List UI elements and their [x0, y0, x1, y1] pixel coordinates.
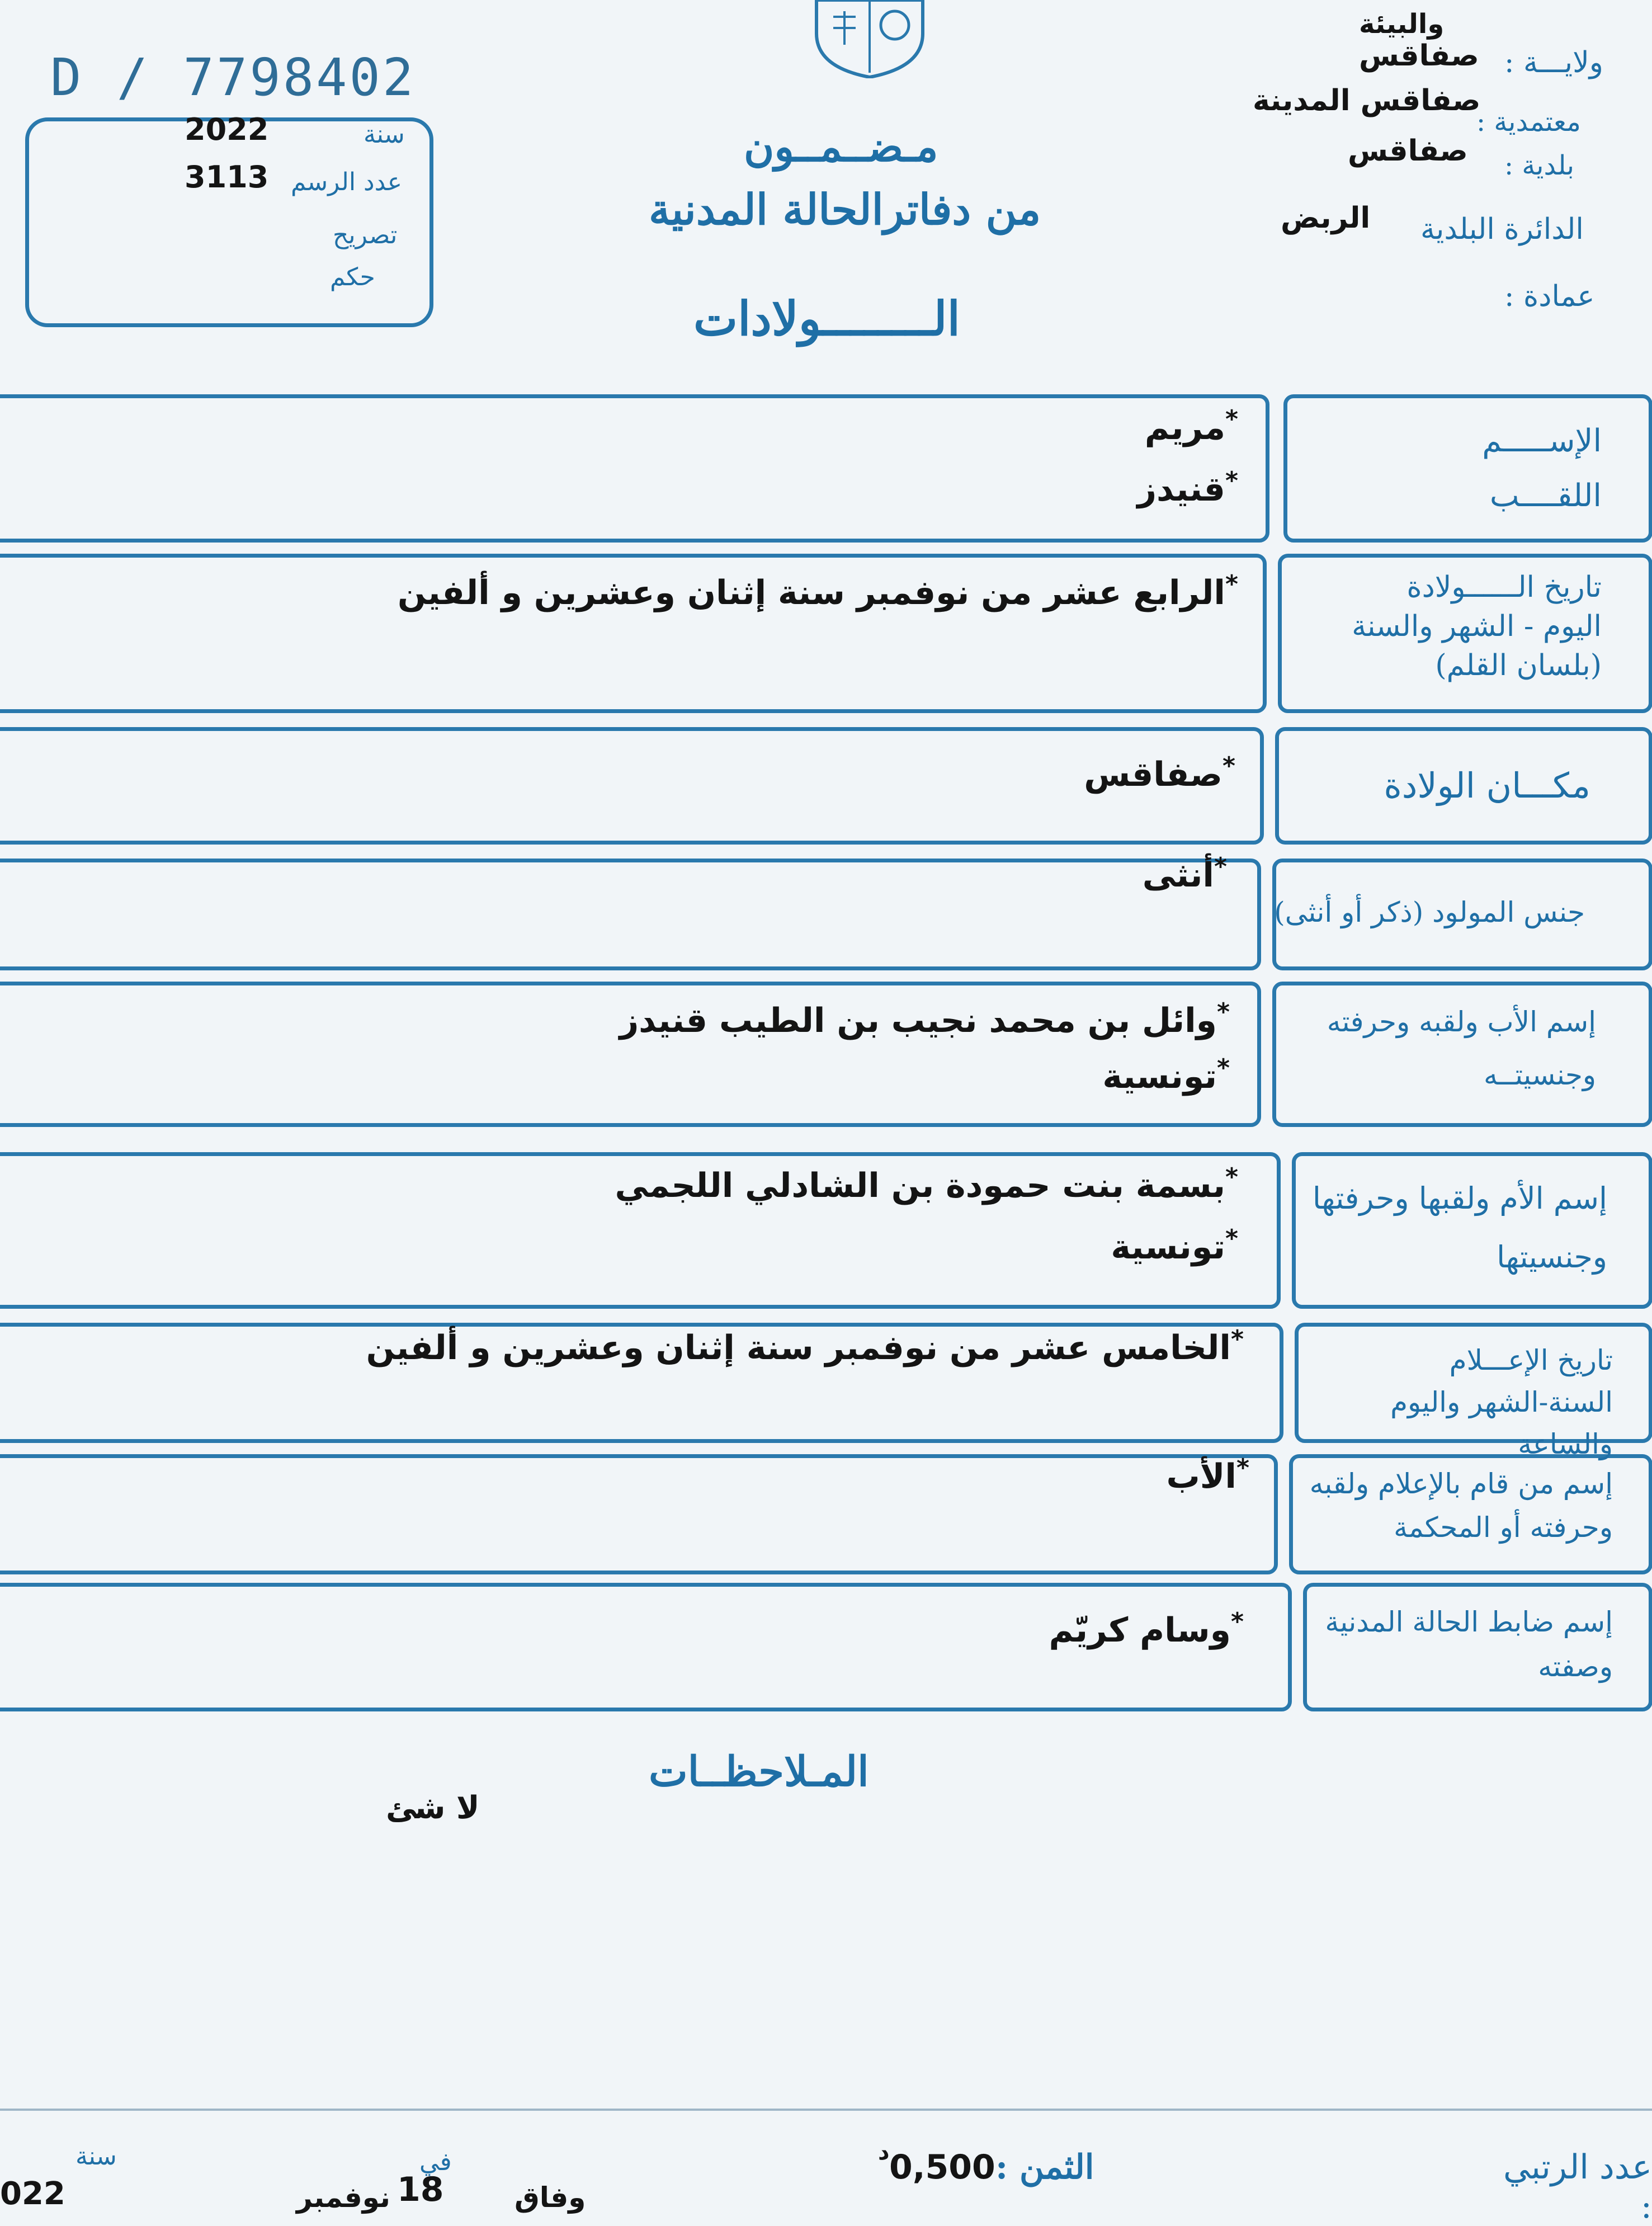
field-label-father: إسم الأب ولقبه وحرفته وجنسيتــه — [1327, 1006, 1596, 1091]
value-birth-place: *صفاقس — [1084, 752, 1235, 794]
municipality-label: بلدية : — [1504, 150, 1574, 181]
field-label-mother: إسم الأم ولقبها وحرفتها وجنسيتها — [1312, 1181, 1607, 1275]
serial-label: عدد الرتبي : — [1503, 2148, 1652, 2226]
agreement-fragment: وفاق — [515, 2181, 586, 2214]
year-label: سنة — [364, 120, 405, 149]
price-value: 0,500 — [889, 2148, 995, 2187]
field-label-name: الإســـــم اللقــــب — [1482, 423, 1602, 514]
value-birth-date: *الرابع عشر من نوفمبر سنة إثنان وعشرين و ألفين — [397, 570, 1238, 612]
price-unit: د — [878, 2139, 890, 2165]
footer-divider — [0, 2109, 1652, 2111]
omda-label: عمادة : — [1504, 280, 1595, 313]
value-father-name: *وائل بن محمد نجيب بن الطيب قنيدز — [619, 998, 1230, 1040]
judgment-label: حكم — [330, 263, 375, 291]
notes-value: لا شئ — [386, 1790, 480, 1826]
value-mother-name: *بسمة بنت حمودة بن الشادلي اللجمي — [615, 1163, 1238, 1205]
value-box-birth-place — [0, 727, 1264, 845]
value-box-declarant — [0, 1454, 1278, 1574]
date-in-label: في — [419, 2148, 452, 2176]
delegation-value: صفاقس المدينة — [1253, 84, 1481, 117]
declaration-label: تصريح — [333, 221, 398, 249]
record-value: 3113 — [185, 159, 269, 195]
footer-year-label: سنة — [75, 2142, 117, 2171]
record-label: عدد الرسم — [291, 168, 402, 196]
section-title: الــــــــولادات — [693, 291, 960, 346]
district-label: الدائرة البلدية — [1420, 213, 1584, 246]
price-label: الثمن : — [995, 2148, 1094, 2187]
date-month-fragment: نوفمبر — [296, 2181, 390, 2214]
field-label-declarant: إسم من قام بالإعلام ولقبه وحرفته أو المحكمة — [1309, 1468, 1613, 1544]
value-declaration-date: *الخامس عشر من نوفمبر سنة إثنان وعشرين و ألفين — [366, 1325, 1244, 1367]
value-father-nationality: *تونسية — [1102, 1054, 1230, 1096]
state-value-top: والبيئة — [1359, 8, 1445, 40]
value-last-name: *قنيدز — [1137, 466, 1238, 509]
field-label-birth-date: تاريخ الــــــولادة اليوم - الشهر والسنة (بلسان القلم) — [1352, 570, 1602, 683]
value-officer: *وسام كريّم — [1049, 1607, 1244, 1650]
field-label-sex: جنس المولود (ذكر أو أنثى) — [1274, 896, 1585, 928]
value-sex: *أنثى — [1142, 852, 1227, 895]
document-title: مـضــمــون — [744, 123, 938, 171]
value-box-name — [0, 394, 1269, 543]
serial-number: D / 7798402 — [50, 48, 416, 107]
delegation-label: معتمدية : — [1476, 106, 1581, 138]
footer-year-fragment: 022 — [0, 2176, 65, 2212]
date-day-value: 18 — [397, 2170, 444, 2209]
value-box-sex — [0, 859, 1261, 970]
notes-title: المـلاحظــات — [649, 1748, 869, 1796]
document-subtitle: من دفاترالحالة المدنية — [649, 185, 1041, 234]
field-label-birth-place: مكـــان الولادة — [1384, 765, 1590, 806]
state-label: ولايـــة : — [1504, 46, 1603, 79]
state-value: صفاقس — [1359, 39, 1479, 73]
field-label-declaration-date: تاريخ الإعـــلام السنة-الشهر واليوم والساعة — [1390, 1344, 1613, 1460]
municipality-value: صفاقس — [1348, 134, 1468, 168]
value-mother-nationality: *تونسية — [1111, 1224, 1238, 1267]
value-declarant: *الأب — [1166, 1454, 1249, 1496]
republic-emblem-icon — [811, 0, 928, 78]
field-label-officer: إسم ضابط الحالة المدنية وصفته — [1325, 1606, 1613, 1683]
year-value: 2022 — [185, 112, 269, 147]
value-first-name: *مريم — [1144, 405, 1238, 447]
district-value: الربض — [1281, 201, 1371, 235]
